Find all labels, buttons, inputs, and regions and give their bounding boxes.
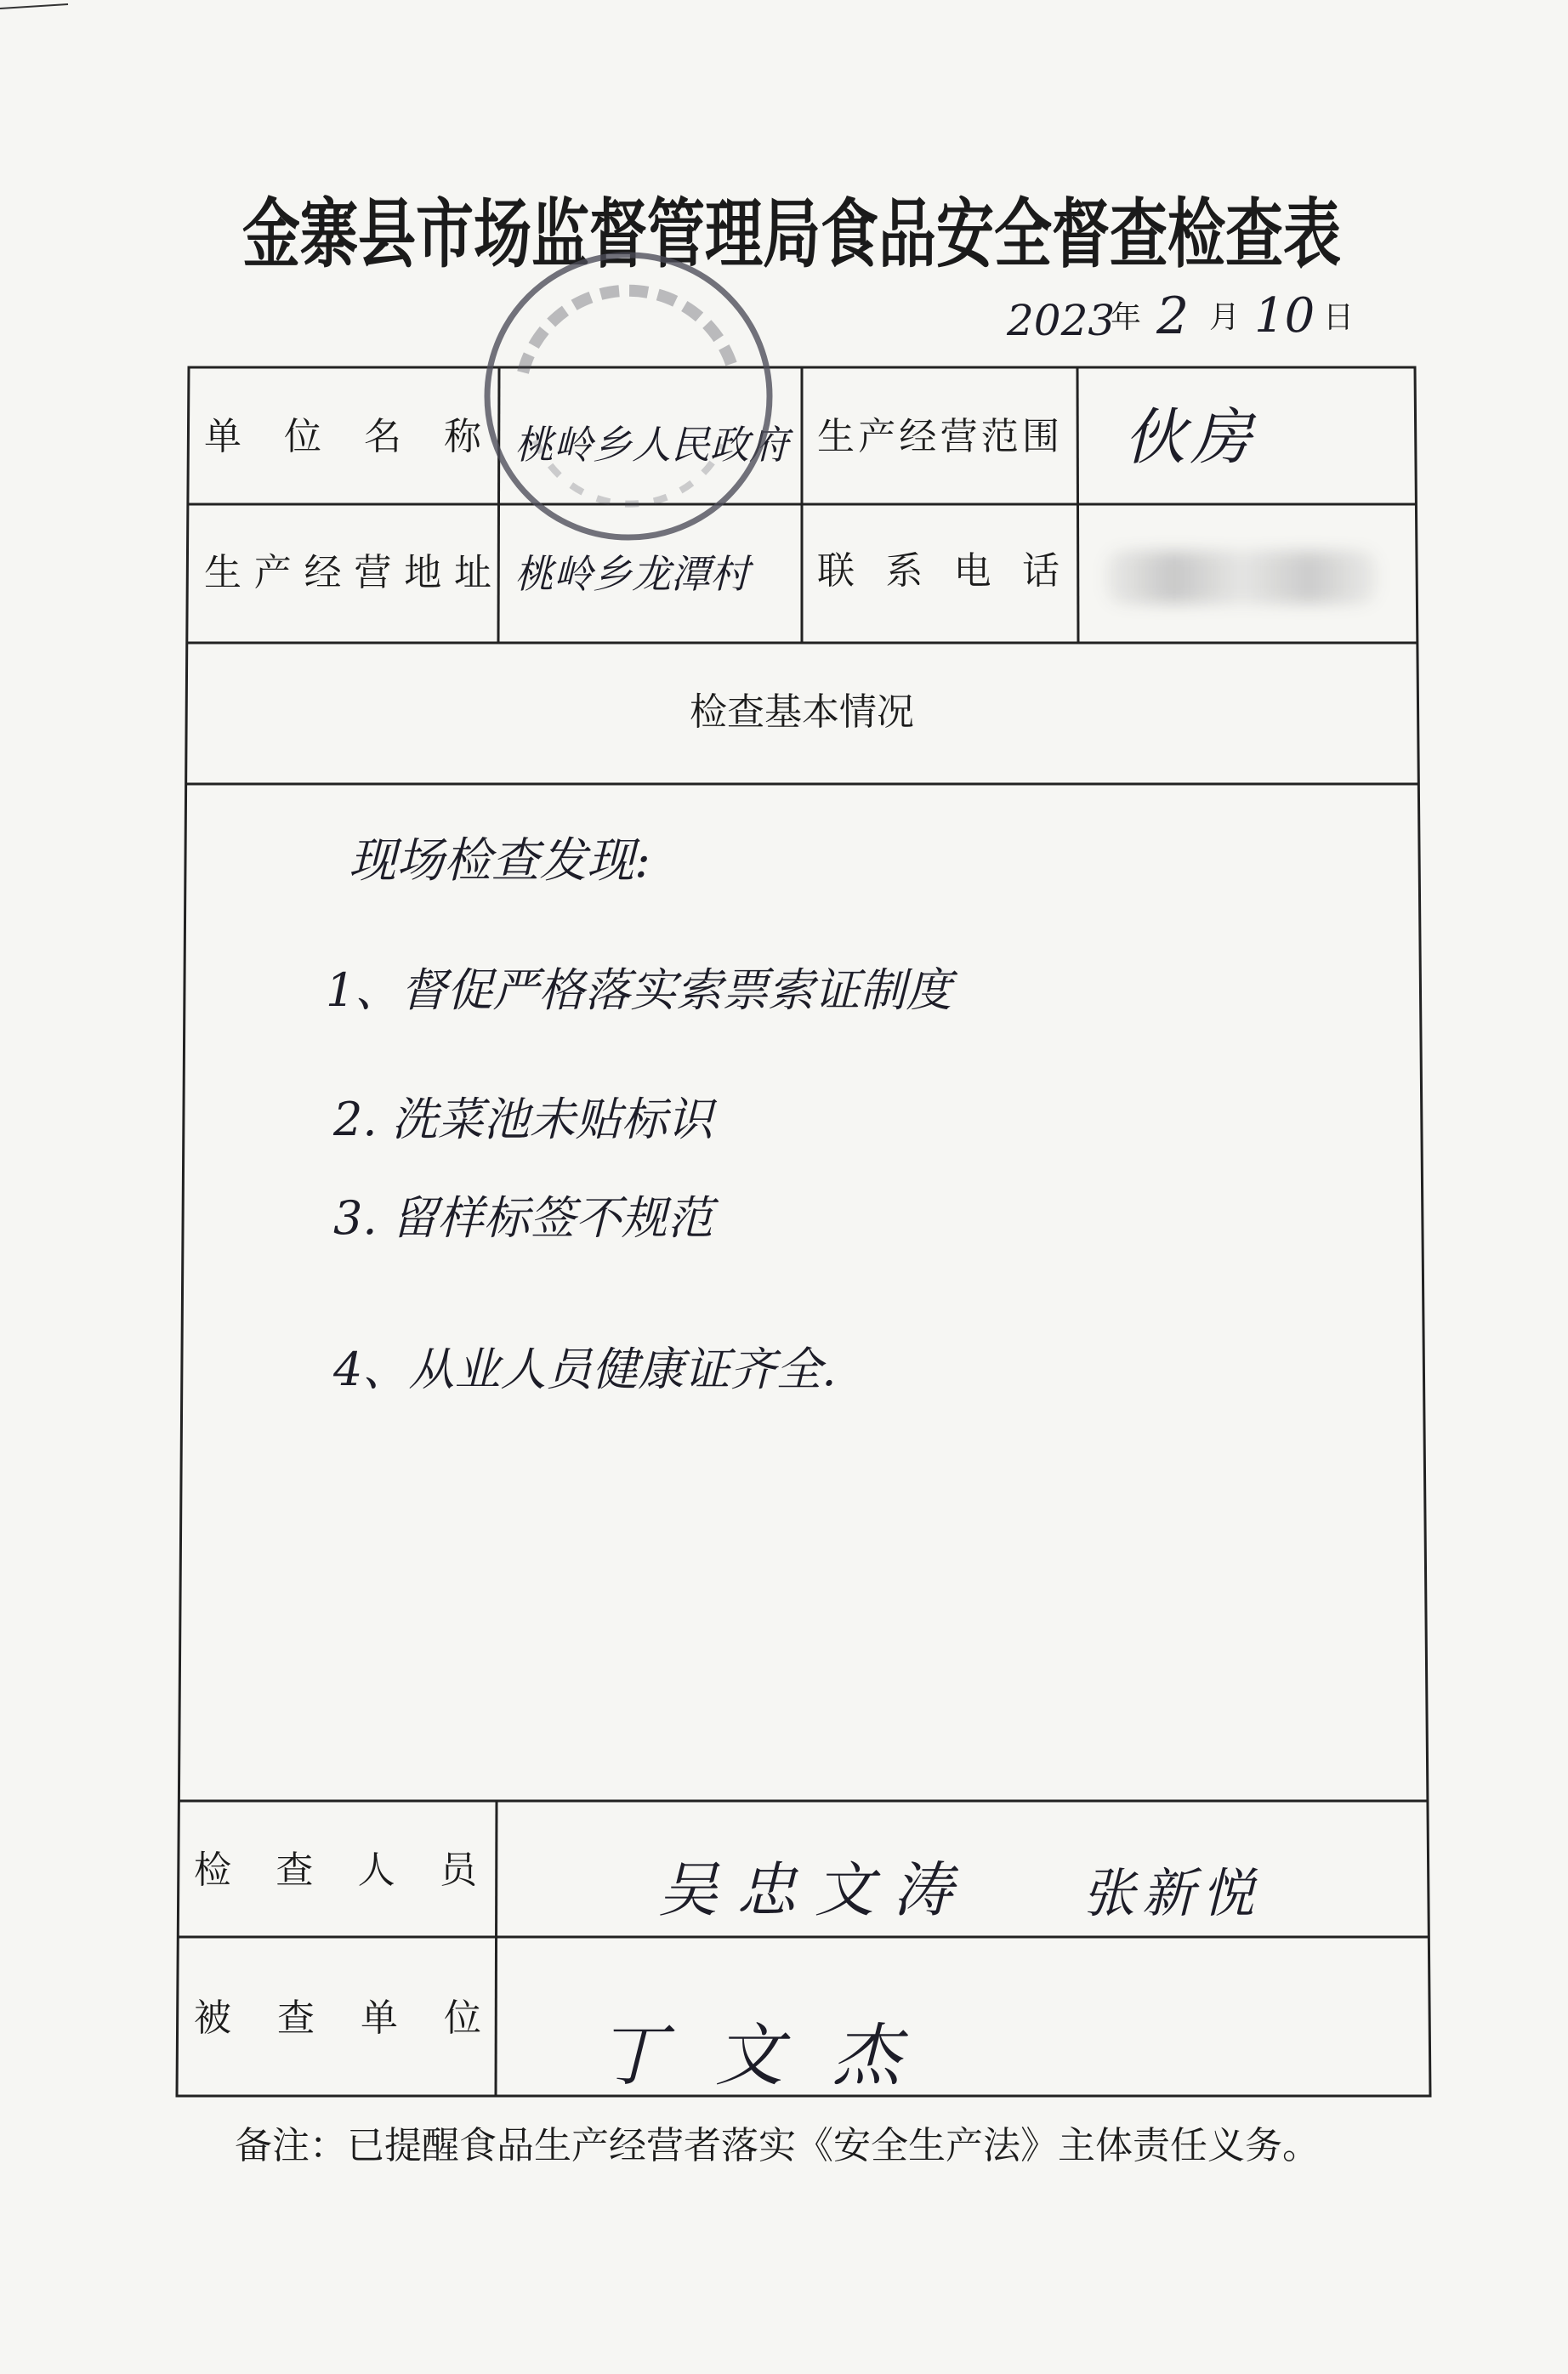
official-seal-icon: [476, 245, 782, 551]
finding-item-1: 1、督促严格落实索票索证制度: [326, 963, 952, 1017]
inspector-signature-2: 张新悦: [1082, 1862, 1262, 1924]
phone-redacted: [1105, 551, 1378, 604]
inspected-unit-label: 被查单位: [194, 1996, 481, 2040]
footnote: 备注：已提醒食品生产经营者落实《安全生产法》主体责任义务。: [235, 2124, 1320, 2167]
form-title: 金寨县市场监督管理局食品安全督查检查表: [242, 190, 1342, 280]
column-divider-4: [496, 1801, 497, 2096]
inspectors-label: 检查人员: [194, 1849, 477, 1892]
column-divider-3: [1077, 367, 1078, 643]
date-day-unit: 日: [1323, 300, 1355, 335]
date-day: 10: [1254, 288, 1315, 344]
date-month-unit: 月: [1209, 300, 1241, 335]
scan-mark: [0, 4, 68, 9]
business-scope-value: 伙房: [1124, 401, 1258, 473]
finding-item-4: 4、从业人员健康证齐全.: [333, 1343, 837, 1396]
address-value: 桃岭乡龙潭村: [514, 551, 749, 597]
date-year-unit: 年: [1111, 300, 1142, 335]
inspection-header: 检查基本情况: [690, 690, 914, 734]
finding-item-3: 3. 留样标签不规范: [333, 1191, 713, 1245]
finding-item-2: 2. 洗菜池未贴标识: [333, 1093, 713, 1146]
inspector-signature-1: 吴忠文涛: [658, 1855, 971, 1925]
date-year: 2023: [1007, 296, 1116, 345]
phone-label: 联系电话: [817, 549, 1060, 593]
date-month: 2: [1156, 287, 1190, 346]
inspected-unit-signature: 丁文杰: [598, 2016, 950, 2095]
unit-name-label: 单位名称: [204, 415, 481, 458]
address-label: 生产经营地址: [204, 551, 491, 594]
unit-name-value: 桃岭乡人民政府: [514, 422, 788, 468]
business-scope-label: 生产经营范围: [817, 415, 1060, 458]
findings-heading: 现场检查发现:: [349, 833, 650, 889]
